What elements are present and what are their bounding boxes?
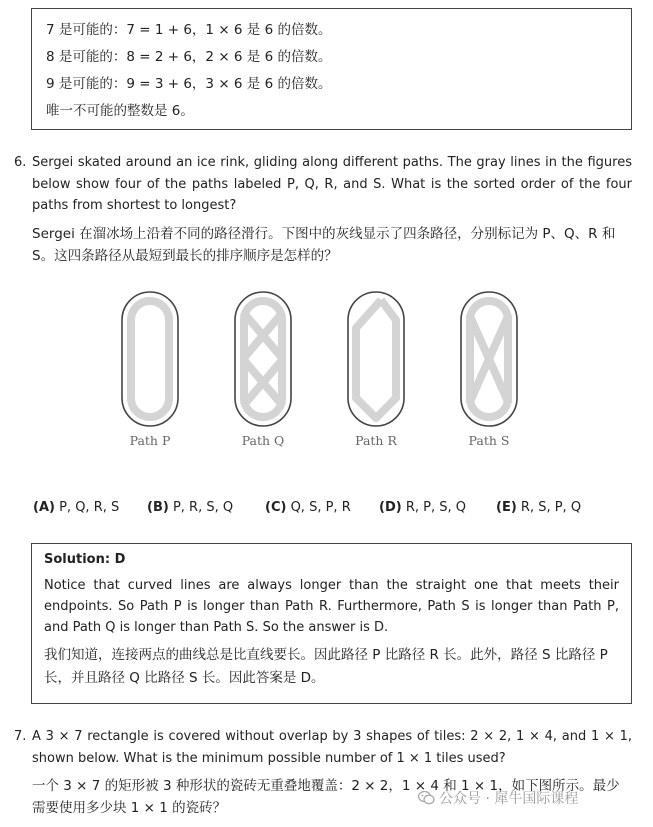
choice-text: R, S, P, Q — [520, 500, 582, 515]
solution-text-zh: 我们知道，连接两点的曲线总是比直线要长。因此路径 P 比路径 R 长。此外，路径 S 比路径 P 长，并且路径 Q 比路径 S 长。因此答案是 D。 — [44, 647, 608, 686]
path-r-figure — [336, 290, 416, 430]
solution-box — [31, 543, 632, 704]
choice-text: R, P, S, Q — [405, 500, 466, 515]
choice-text: P, Q, R, S — [59, 500, 120, 515]
path-s-caption: Path S — [468, 433, 510, 448]
question-text-zh: 一个 3 × 7 的矩形被 3 种形状的瓷砖无重叠地覆盖：2 × 2，1 × 4 和 1 × 1，如下图所示。最少需要使用多少块 1 × 1 的瓷砖？ — [32, 778, 620, 816]
prev-solution-line: 唯一不可能的整数是 6。 — [46, 103, 194, 119]
choice-d — [379, 500, 466, 515]
prev-solution-line: 8 是可能的：8 = 2 + 6，2 × 6 是 6 的倍数。 — [46, 49, 332, 65]
question-6 — [14, 152, 632, 267]
watermark — [418, 788, 578, 808]
prev-solution-line: 7 是可能的：7 = 1 + 6，1 × 6 是 6 的倍数。 — [46, 22, 332, 38]
watermark-text: 公众号 · 犀牛国际课程 — [439, 791, 579, 807]
question-text-zh: Sergei 在溜冰场上沿着不同的路径滑行。下图中的灰线显示了四条路径，分别标记为 P、Q、R 和 S。这四条路径从最短到最长的排序顺序是怎样的？ — [32, 225, 616, 264]
question-number: 7. — [14, 729, 27, 744]
question-number: 6. — [14, 155, 27, 170]
question-text-en: Sergei skated around an ice rink, gliding along different paths. The gray lines in the figures below show four of the paths labeled P, Q, R, and S. What is the sorted order of the four paths from shortest to longest? — [32, 155, 632, 213]
question-text-en: A 3 × 7 rectangle is covered without overlap by 3 shapes of tiles: 2 × 2, 1 × 4, and 1 × 1, shown below. What is the minimum possible number of 1 × 1 tiles used? — [32, 729, 632, 766]
choice-text: P, R, S, Q — [172, 500, 234, 515]
choice-b — [147, 500, 233, 515]
choice-a — [33, 500, 119, 515]
choice-text: Q, S, P, R — [290, 500, 351, 515]
path-p-caption: Path P — [129, 433, 171, 448]
answer-choices — [33, 500, 633, 520]
path-p-figure — [110, 290, 190, 430]
prev-solution-line: 9 是可能的：9 = 3 + 6，3 × 6 是 6 的倍数。 — [46, 76, 332, 92]
choice-e — [496, 500, 581, 515]
path-q-caption: Path Q — [241, 433, 285, 448]
choice-label: (D) — [379, 500, 402, 515]
path-r-caption: Path R — [355, 433, 397, 448]
path-q-figure — [223, 290, 303, 430]
path-s-figure — [449, 290, 529, 430]
previous-solution-box — [31, 8, 632, 130]
path-figures — [110, 290, 550, 455]
choice-label: (E) — [496, 500, 517, 515]
wechat-icon — [418, 791, 435, 805]
choice-label: (A) — [33, 500, 55, 515]
solution-title: Solution: D — [44, 552, 126, 567]
choice-c — [265, 500, 351, 515]
choice-label: (B) — [147, 500, 169, 515]
solution-text-en: Notice that curved lines are always longer than the straight one that meets their endpoints. So Path P is longer than Path R. Furthermore, Path S is longer than Path P, and Path Q is longer than Path S. So the answer is D. — [44, 578, 619, 635]
choice-label: (C) — [265, 500, 287, 515]
